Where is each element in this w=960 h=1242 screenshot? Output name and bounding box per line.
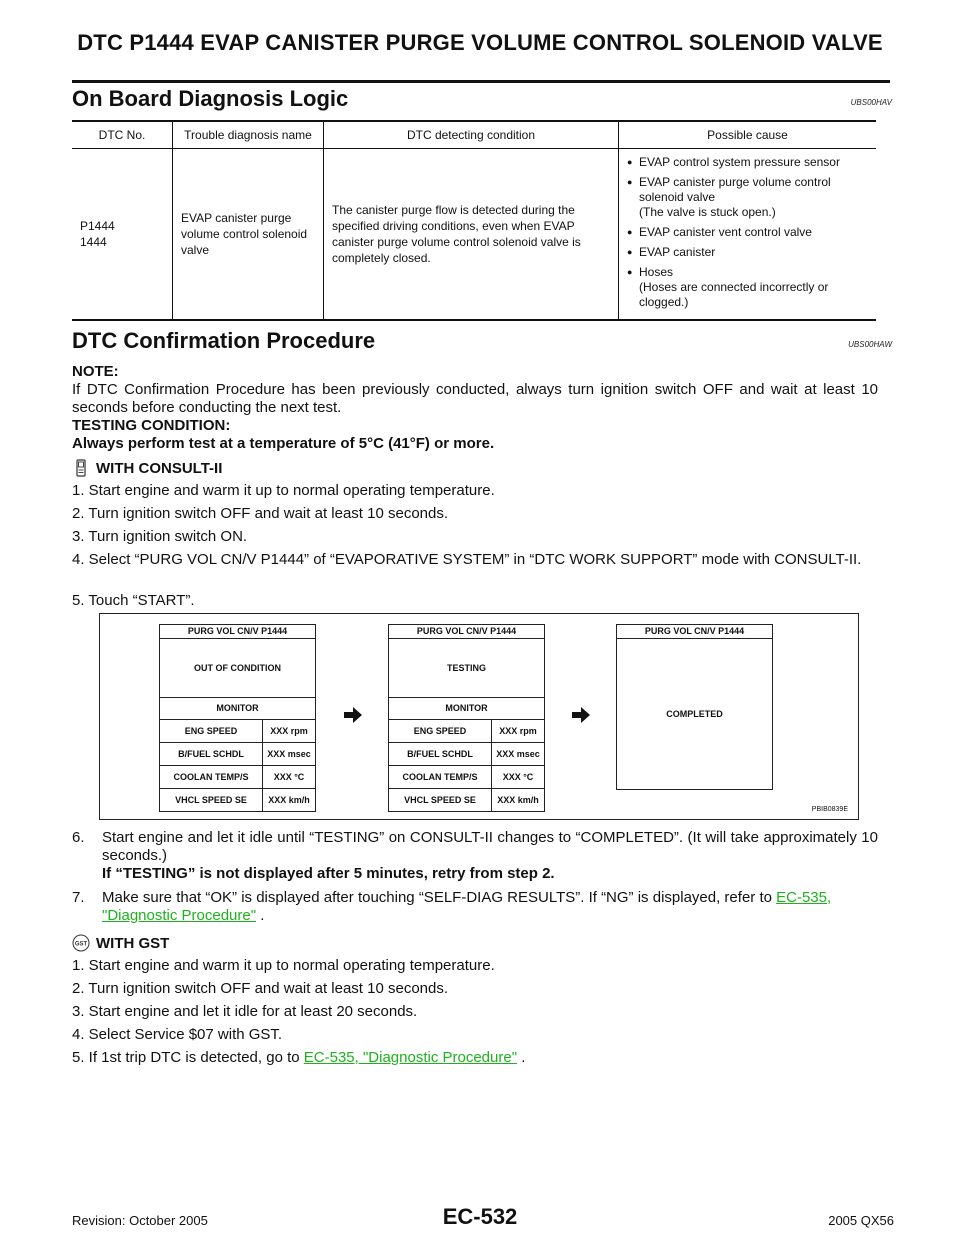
monitor-row — [160, 742, 315, 765]
monitor-value: XXX km/h — [497, 795, 539, 805]
arrow-right-icon — [342, 704, 364, 726]
list-item — [627, 245, 868, 260]
monitor-row — [389, 742, 544, 765]
note-label: NOTE: — [72, 363, 119, 380]
monitor-row — [160, 788, 315, 811]
screen-state: TESTING — [389, 639, 544, 698]
consult-heading-text: WITH CONSULT-II — [96, 459, 223, 477]
consult-screen-out-of-condition — [159, 624, 316, 812]
monitor-value: XXX msec — [267, 749, 311, 759]
monitor-rows — [389, 720, 544, 811]
dtc-code: P1444 — [80, 219, 115, 233]
section-code: UBS00HAW — [848, 340, 892, 349]
screen-monitor-label: MONITOR — [160, 698, 315, 720]
step-text-tail: . — [517, 1049, 526, 1066]
monitor-rows — [160, 720, 315, 811]
footer-revision: Revision: October 2005 — [72, 1213, 208, 1228]
monitor-row — [160, 720, 315, 742]
table-row — [72, 149, 876, 321]
step-text: Start engine and let it idle until “TESTING” on CONSULT-II changes to “COMPLETED”. (It will take approximately 10 seconds.) — [102, 829, 878, 864]
step-text: 1. Start engine and warm it up to normal operating temperature. — [72, 957, 495, 974]
monitor-key: B/FUEL SCHDL — [160, 743, 263, 765]
list-item — [72, 1026, 878, 1044]
list-item — [627, 155, 868, 170]
list-item — [72, 957, 878, 975]
step-text-wrapper — [102, 889, 878, 925]
step-bold-text: If “TESTING” is not displayed after 5 minutes, retry from step 2. — [102, 865, 555, 882]
cause-sub: (The valve is stuck open.) — [639, 205, 776, 219]
step-text-tail: . — [256, 907, 265, 924]
step-text: 5. Touch “START”. — [72, 592, 195, 609]
dtc-table — [72, 120, 876, 321]
cause-text: Hoses — [639, 265, 674, 279]
cause-text: EVAP control system pressure sensor — [639, 155, 840, 169]
cause-list — [627, 155, 868, 310]
list-item — [72, 592, 878, 610]
gst-heading — [72, 934, 169, 952]
section-code: UBS00HAV — [850, 98, 892, 107]
monitor-row — [160, 765, 315, 788]
step-text: 4. Select Service $07 with GST. — [72, 1026, 283, 1043]
monitor-value: XXX km/h — [268, 795, 310, 805]
consult-screen-testing — [388, 624, 545, 812]
section-title-obd-logic: On Board Diagnosis Logic — [72, 86, 349, 111]
cell-condition: The canister purge flow is detected during the specified driving conditions, even when EVAP canister purge volume control solenoid valve is completely closed. — [324, 149, 619, 321]
dtc-code-short: 1444 — [80, 235, 107, 249]
list-item — [72, 1049, 878, 1067]
step-text: 5. If 1st trip DTC is detected, go to — [72, 1049, 304, 1066]
cause-text: EVAP canister purge volume control solenoid valve — [639, 175, 831, 204]
consult-heading — [72, 459, 222, 477]
list-item — [72, 829, 878, 883]
col-header-name: Trouble diagnosis name — [173, 121, 324, 149]
step-number: 7. — [72, 889, 85, 906]
step-text: 2. Turn ignition switch OFF and wait at least 10 seconds. — [72, 505, 449, 522]
list-item — [72, 505, 878, 523]
step-text: 3. Turn ignition switch ON. — [72, 528, 248, 545]
step-text: 1. Start engine and warm it up to normal operating temperature. — [72, 482, 495, 499]
cell-dtc-no — [72, 149, 173, 321]
page-title: DTC P1444 EVAP CANISTER PURGE VOLUME CONTROL SOLENOID VALVE — [77, 30, 883, 55]
cause-text: EVAP canister vent control valve — [639, 225, 812, 239]
list-item — [72, 482, 878, 500]
monitor-value: XXX rpm — [270, 726, 308, 736]
gst-icon — [72, 934, 90, 952]
step-text: 4. Select “PURG VOL CN/V P1444” of “EVAPORATIVE SYSTEM” in “DTC WORK SUPPORT” mode with CONSULT-II. — [72, 551, 862, 568]
list-item — [72, 551, 878, 569]
diagnostic-procedure-link[interactable]: EC-535, "Diagnostic Procedure" — [102, 889, 832, 924]
list-item — [627, 265, 868, 310]
monitor-key: B/FUEL SCHDL — [389, 743, 492, 765]
consult-icon — [72, 459, 90, 477]
col-header-condition: DTC detecting condition — [324, 121, 619, 149]
note-block — [72, 363, 878, 453]
testing-label: TESTING CONDITION: — [72, 417, 231, 434]
screen-state: OUT OF CONDITION — [160, 639, 315, 698]
screen-state: COMPLETED — [666, 709, 723, 719]
monitor-value: XXX rpm — [499, 726, 537, 736]
list-item — [72, 980, 878, 998]
testing-text: Always perform test at a temperature of 5°C (41°F) or more. — [72, 435, 495, 452]
svg-text:GST: GST — [74, 941, 88, 948]
monitor-key: VHCL SPEED SE — [160, 789, 263, 811]
cell-cause — [619, 149, 877, 321]
list-item — [627, 225, 868, 240]
arrow-right-icon — [570, 704, 592, 726]
step-number: 6. — [72, 829, 85, 846]
monitor-row — [389, 788, 544, 811]
monitor-key: VHCL SPEED SE — [389, 789, 492, 811]
monitor-key: COOLAN TEMP/S — [389, 766, 492, 788]
consult-screen-completed — [616, 624, 773, 790]
gst-heading-text: WITH GST — [96, 934, 170, 952]
list-item — [72, 889, 878, 925]
monitor-row — [389, 765, 544, 788]
consult-screen-figure — [99, 613, 859, 820]
col-header-dtc-no: DTC No. — [72, 121, 173, 149]
cell-name: EVAP canister purge volume control solenoid valve — [173, 149, 324, 321]
cause-text: EVAP canister — [639, 245, 716, 259]
col-header-cause: Possible cause — [619, 121, 877, 149]
screen-header: PURG VOL CN/V P1444 — [389, 625, 544, 639]
table-header-row — [72, 121, 876, 149]
screen-monitor-label: MONITOR — [389, 698, 544, 720]
list-item — [72, 528, 878, 546]
diagnostic-procedure-link[interactable]: EC-535, "Diagnostic Procedure" — [303, 1049, 518, 1066]
monitor-value: XXX °C — [273, 772, 305, 782]
note-text: If DTC Confirmation Procedure has been previously conducted, always turn ignition switch OFF and wait at least 10 seconds before conducting the next test. — [72, 381, 878, 416]
list-item — [72, 1003, 878, 1021]
monitor-key: COOLAN TEMP/S — [160, 766, 263, 788]
step-text: 3. Start engine and let it idle for at least 20 seconds. — [72, 1003, 418, 1020]
monitor-row — [389, 720, 544, 742]
screen-header: PURG VOL CN/V P1444 — [160, 625, 315, 639]
title-rule — [72, 80, 890, 83]
step-text: 2. Turn ignition switch OFF and wait at least 10 seconds. — [72, 980, 449, 997]
figure-code: PBIB0839E — [811, 806, 848, 813]
section-title-dtc-confirmation: DTC Confirmation Procedure — [72, 328, 376, 353]
footer-model: 2005 QX56 — [828, 1213, 894, 1228]
monitor-value: XXX °C — [502, 772, 534, 782]
list-item — [627, 175, 868, 220]
monitor-value: XXX msec — [496, 749, 540, 759]
monitor-key: ENG SPEED — [389, 720, 492, 742]
screen-header: PURG VOL CN/V P1444 — [617, 625, 772, 639]
step-text: Make sure that “OK” is displayed after touching “SELF-DIAG RESULTS”. If “NG” is displayed, refer to — [102, 889, 777, 906]
footer-page-number: EC-532 — [442, 1204, 518, 1229]
cause-sub: (Hoses are connected incorrectly or clogged.) — [639, 280, 829, 309]
monitor-key: ENG SPEED — [160, 720, 263, 742]
